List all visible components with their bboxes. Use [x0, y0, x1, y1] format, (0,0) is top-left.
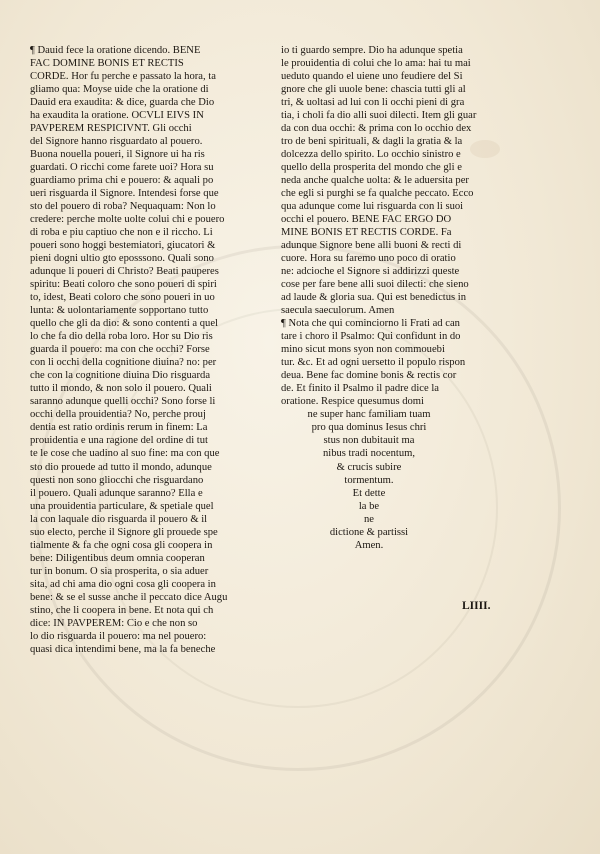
text-line: che con la cognitione diuina Dio risguarda — [30, 370, 211, 382]
text-line: dolcezza dello spirito. Lo occhio sinistro e — [281, 149, 461, 161]
text-line: qua adunque come lui risguarda con li suoi — [281, 201, 464, 213]
text-line: deua. Bene fac domine bonis & rectis cor — [281, 370, 457, 382]
text-line: che egli si purghi se fa qualche peccato. Ecco — [281, 188, 474, 200]
text-line: Buona nouella poueri, il Signore ui ha ris — [30, 149, 205, 161]
text-line: la be — [358, 500, 380, 512]
text-line: adunque Signore bene alli buoni & recti di — [281, 240, 462, 252]
text-line: io ti guardo sempre. Dio ha adunque spetia — [281, 45, 463, 56]
text-line: MINE BONIS ET RECTIS CORDE. Fa — [281, 227, 452, 239]
text-line: quello della prosperita del mondo che gli e — [281, 162, 462, 174]
text-line: dictione & partissi — [329, 526, 409, 538]
text-line: il pouero. Quali adunque saranno? Ella e — [30, 487, 203, 499]
text-line: dice: IN PAVPEREM: Cio e che non so — [30, 617, 198, 629]
folio-number: LIIII. — [462, 600, 491, 612]
text-line: guardati. O ricchi come farete uoi? Hora su — [30, 162, 214, 174]
text-line: bene: Diligentibus deum omnia cooperan — [30, 552, 205, 564]
text-line: ad laude & gloria sua. Qui est benedictus in — [281, 292, 467, 304]
text-line: pieni dogni ultio gto eposssono. Quali sono — [30, 253, 214, 265]
text-line: PAVPEREM RESPICIVNT. Gli occhi — [30, 123, 192, 135]
text-line: te le cose che uadino al suo fine: ma con que — [30, 448, 220, 460]
text-line: sita, ad chi ama dio ogni cosa gli coopera in — [30, 578, 216, 590]
text-line: guarda il pouero: ma con che occhi? Forse — [30, 344, 210, 356]
text-line: tur in bonum. O sia prosperita, o sia aduer — [30, 565, 209, 577]
text-line: con li occhi della cognitione diuina? no: per — [30, 357, 217, 369]
text-line: ueduto quando el uiene uno feudiere del Si — [281, 71, 463, 83]
text-line: la con laquale dio risguarda il pouero & il — [30, 513, 208, 525]
text-line: adunque li poueri di Christo? Beati pauperes — [30, 266, 219, 278]
text-line: spiritu: Beati coloro che sono poueri di spiri — [30, 279, 217, 291]
text-line: ¶ Dauid fece la oratione dicendo. BENE — [30, 45, 201, 56]
text-line: dentia est ratio ordinis rerum in finem: La — [30, 422, 208, 434]
text-line: tia, i choli fa dio alli suoi dilecti. Item gli guar — [281, 110, 477, 122]
text-line: FAC DOMINE BONIS ET RECTIS — [30, 58, 184, 70]
text-line: quasi dica intendimi bene, ma la fa beneche — [30, 643, 216, 655]
text-line: occhi della prouidentia? No, perche prouj — [30, 409, 206, 421]
text-line: saranno adunque quelli occhi? Sono forse li — [30, 396, 216, 408]
text-line: tro de beni spirituali, & dagli la gratia & la — [281, 136, 463, 148]
text-line: oratione. Respice quesumus domi — [281, 396, 424, 408]
text-line: tare i choro il Psalmo: Qui confidunt in do — [281, 331, 461, 343]
text-line: tormentum. — [344, 474, 394, 486]
text-line: tur. &c. Et ad ogni uersetto il populo rispon — [281, 357, 466, 369]
text-line: pro qua dominus Iesus chri — [311, 422, 427, 434]
text-line: stus non dubitauit ma — [323, 435, 415, 447]
text-line: tutto il mondo, & non solo il pouero. Quali — [30, 383, 212, 395]
left-text-column — [30, 44, 270, 656]
text-line: occhi el pouero. BENE FAC ERGO DO — [281, 214, 452, 226]
text-line: poueri sono hoggi bestemiatori, giucatori & — [30, 240, 216, 252]
text-line: di roba e piu captiuo che non e il riccho. Li — [30, 227, 213, 239]
text-line: cuore. Hora su faremo uno poco di oratio — [281, 253, 456, 265]
text-line: quello che gli da dio: & sono contenti a quel — [30, 318, 218, 330]
text-line: ha exaudita la oratione. OCVLI EIVS IN — [30, 110, 204, 122]
text-line: da con dua occhi: & prima con lo occhio dex — [281, 123, 472, 135]
text-line: sto del pouero di roba? Nequaquam: Non lo — [30, 201, 216, 213]
text-line: ueri risguarda il Signore. Intendesi forse que — [30, 188, 219, 200]
text-line: una prouidentia particulare, & spetiale quel — [30, 500, 214, 512]
text-line: bene: & se el susse anche il peccato dice Augu — [30, 591, 228, 603]
text-line: tialmente & fa che ogni cosa gli coopera in — [30, 539, 213, 551]
text-line: de. Et finito il Psalmo il padre dice la — [281, 383, 439, 395]
text-line: gliamo qua: Moyse uide che la oratione di — [30, 84, 209, 96]
text-line: sto dio prouede ad tutto il mondo, adunque — [30, 461, 212, 473]
text-line: CORDE. Hor fu perche e passato la hora, ta — [30, 71, 216, 83]
text-line: credere: perche molte uolte colui chi e pouero — [30, 214, 225, 226]
text-line: prouidentia e una ragione del ordine di tut — [30, 435, 208, 447]
text-line: ne — [364, 513, 374, 525]
text-line: tri, & uoltasi ad lui con li occhi pieni di gra — [281, 97, 465, 109]
text-line: cose per fare bene alli suoi dilecti: che sieno — [281, 279, 469, 291]
text-line: lo dio risguarda il pouero: ma nel pouero: — [30, 630, 207, 642]
text-line: saecula saeculorum. Amen — [281, 305, 395, 317]
text-line: ne super hanc familiam tuam — [307, 409, 431, 421]
text-line: questi non sono gliocchi che risguardano — [30, 474, 204, 486]
text-line: Dauid era exaudita: & dice, guarda che Dio — [30, 97, 215, 109]
text-line: guardiamo prima chi e pouero: & aquali po — [30, 175, 214, 187]
text-line: gnore che gli uuole bene: chascia tutti gli al — [281, 84, 466, 96]
text-line: lunta: & uolontariamente sopportano tutto — [30, 305, 209, 317]
text-line: lo che fa dio della roba loro. Hor su Dio ris — [30, 331, 213, 343]
text-line: stino, che li coopera in bene. Et nota qui ch — [30, 604, 214, 616]
text-line: to, idest, Beati coloro che sono poueri in uo — [30, 292, 215, 304]
text-line: Amen. — [354, 539, 384, 551]
text-line: nibus tradi nocentum, — [322, 448, 416, 460]
right-text-column — [281, 44, 576, 552]
text-line: le prouidentia di colui che lo ama: hai tu mai — [281, 58, 471, 70]
text-line: ¶ Nota che qui cominciorno li Frati ad can — [281, 318, 460, 330]
text-line: mino sicut mons syon non commouebi — [281, 344, 445, 356]
text-line: neda anche qualche uolta: & le aduersita per — [281, 175, 469, 187]
text-line: & crucis subire — [336, 461, 402, 473]
text-line: del Signore hanno risguardato al pouero. — [30, 136, 203, 148]
text-line: ne: adcioche el Signore si addirizzi queste — [281, 266, 460, 278]
text-line: suo electo, perche il Signore gli prouede spe — [30, 526, 218, 538]
text-line: Et dette — [352, 487, 386, 499]
